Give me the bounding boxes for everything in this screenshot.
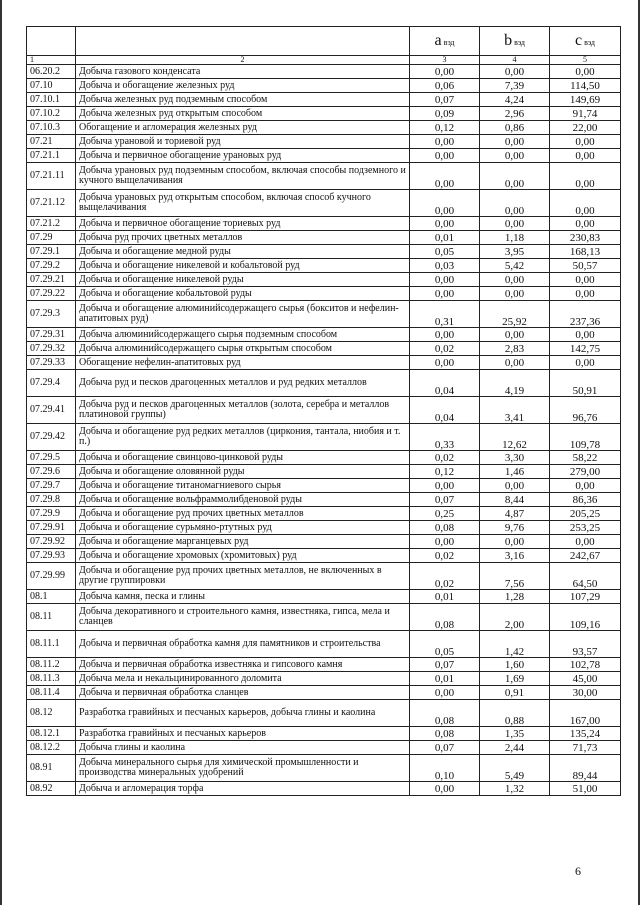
table-row (27, 507, 621, 521)
row-value-a: 0,00 (410, 328, 480, 342)
row-value-b: 1,28 (480, 590, 550, 604)
row-name: Разработка гравийных и песчаных карьеров, добыча глины и каолина (76, 700, 410, 727)
row-code: 07.29.6 (27, 465, 76, 479)
table-row (27, 686, 621, 700)
row-name: Добыча и обогащение руд прочих цветных металлов (76, 507, 410, 521)
row-code: 07.29.99 (27, 563, 76, 590)
row-code: 07.29.92 (27, 535, 76, 549)
table-row (27, 672, 621, 686)
table-row (27, 121, 621, 135)
row-name: Добыча и агломерация торфа (76, 782, 410, 796)
row-value-c: 0,00 (550, 356, 621, 370)
row-code: 08.11 (27, 604, 76, 631)
column-number: 2 (76, 56, 410, 65)
row-code: 08.11.1 (27, 631, 76, 658)
row-value-b: 0,88 (480, 700, 550, 727)
row-code: 07.29.2 (27, 259, 76, 273)
row-value-a: 0,00 (410, 287, 480, 301)
row-value-a: 0,33 (410, 424, 480, 451)
row-code: 07.29.8 (27, 493, 76, 507)
header-a-symbol: a (434, 32, 442, 49)
row-value-c: 167,00 (550, 700, 621, 727)
header-a-subscript: вэд (443, 38, 455, 47)
table-row (27, 521, 621, 535)
row-value-b: 9,76 (480, 521, 550, 535)
row-code: 07.29.4 (27, 370, 76, 397)
row-code: 07.29.31 (27, 328, 76, 342)
row-value-b: 0,00 (480, 535, 550, 549)
row-name: Добыча декоративного и строительного камня, известняка, гипса, мела и сланцев (76, 604, 410, 631)
table-row (27, 397, 621, 424)
row-name: Добыча и обогащение железных руд (76, 79, 410, 93)
row-value-c: 242,67 (550, 549, 621, 563)
row-value-a: 0,00 (410, 163, 480, 190)
row-value-b: 1,42 (480, 631, 550, 658)
header-cell-b (480, 27, 550, 56)
row-value-a: 0,07 (410, 658, 480, 672)
row-value-a: 0,04 (410, 397, 480, 424)
row-name: Добыча и обогащение сурьмяно-ртутных руд (76, 521, 410, 535)
row-value-b: 12,62 (480, 424, 550, 451)
row-value-a: 0,00 (410, 217, 480, 231)
row-value-b: 0,00 (480, 356, 550, 370)
row-value-c: 0,00 (550, 535, 621, 549)
row-value-b: 1,69 (480, 672, 550, 686)
row-value-c: 205,25 (550, 507, 621, 521)
row-code: 07.21.2 (27, 217, 76, 231)
row-name: Разработка гравийных и песчаных карьеров (76, 727, 410, 741)
row-value-c: 0,00 (550, 135, 621, 149)
row-value-b: 1,46 (480, 465, 550, 479)
row-value-a: 0,31 (410, 301, 480, 328)
row-value-c: 51,00 (550, 782, 621, 796)
row-name: Добыча и обогащение никелевой руды (76, 273, 410, 287)
row-value-c: 102,78 (550, 658, 621, 672)
row-code: 07.10.3 (27, 121, 76, 135)
row-value-a: 0,00 (410, 273, 480, 287)
table-row (27, 273, 621, 287)
row-value-a: 0,01 (410, 231, 480, 245)
row-value-c: 45,00 (550, 672, 621, 686)
row-value-b: 3,41 (480, 397, 550, 424)
row-code: 07.29.93 (27, 549, 76, 563)
row-value-c: 135,24 (550, 727, 621, 741)
row-value-b: 7,56 (480, 563, 550, 590)
row-code: 07.29.32 (27, 342, 76, 356)
header-c-symbol: c (575, 32, 583, 49)
table-row (27, 135, 621, 149)
row-value-b: 25,92 (480, 301, 550, 328)
row-value-b: 8,44 (480, 493, 550, 507)
table-row (27, 287, 621, 301)
row-value-a: 0,02 (410, 563, 480, 590)
row-value-a: 0,06 (410, 79, 480, 93)
header-c-subscript: вэд (584, 38, 595, 47)
row-value-c: 64,50 (550, 563, 621, 590)
table-row (27, 190, 621, 217)
row-value-b: 0,00 (480, 190, 550, 217)
row-code: 07.29.91 (27, 521, 76, 535)
row-value-a: 0,07 (410, 93, 480, 107)
row-value-c: 142,75 (550, 342, 621, 356)
row-value-b: 4,87 (480, 507, 550, 521)
table-row (27, 727, 621, 741)
row-value-a: 0,25 (410, 507, 480, 521)
row-name: Добыча и обогащение руд прочих цветных металлов, не включенных в другие группировки (76, 563, 410, 590)
table-row (27, 755, 621, 782)
row-name: Добыча алюминийсодержащего сырья открытым способом (76, 342, 410, 356)
row-value-a: 0,08 (410, 604, 480, 631)
row-name: Добыча и обогащение оловянной руды (76, 465, 410, 479)
row-name: Добыча и обогащение хромовых (хромитовых) руд (76, 549, 410, 563)
row-value-b: 2,44 (480, 741, 550, 755)
row-value-b: 0,00 (480, 149, 550, 163)
row-value-a: 0,00 (410, 135, 480, 149)
row-name: Добыча руд и песков драгоценных металлов (золота, серебра и металлов платиновой группы) (76, 397, 410, 424)
row-code: 07.10.1 (27, 93, 76, 107)
row-value-b: 0,00 (480, 163, 550, 190)
table-row (27, 342, 621, 356)
row-value-c: 86,36 (550, 493, 621, 507)
row-value-b: 0,91 (480, 686, 550, 700)
row-value-a: 0,00 (410, 149, 480, 163)
table-row (27, 328, 621, 342)
row-value-c: 0,00 (550, 149, 621, 163)
row-value-c: 50,57 (550, 259, 621, 273)
table-row (27, 590, 621, 604)
header-cell-a (410, 27, 480, 56)
table-row (27, 451, 621, 465)
row-name: Добыча и обогащение никелевой и кобальтовой руд (76, 259, 410, 273)
row-code: 08.12 (27, 700, 76, 727)
header-cell-code (27, 27, 76, 56)
header-b-subscript: вэд (514, 38, 525, 47)
row-name: Добыча газового конденсата (76, 65, 410, 79)
row-code: 07.29 (27, 231, 76, 245)
row-name: Добыча мела и некальцинированного доломита (76, 672, 410, 686)
table-row (27, 163, 621, 190)
row-name: Добыча и обогащение медной руды (76, 245, 410, 259)
row-value-a: 0,00 (410, 190, 480, 217)
table-row (27, 217, 621, 231)
row-name: Добыча и первичная обработка камня для памятников и строительства (76, 631, 410, 658)
row-value-a: 0,05 (410, 631, 480, 658)
row-value-b: 5,42 (480, 259, 550, 273)
row-value-a: 0,07 (410, 741, 480, 755)
column-number: 4 (480, 56, 550, 65)
row-name: Добыча и обогащение алюминийсодержащего сырья (бокситов и нефелин-апатитовых руд) (76, 301, 410, 328)
row-value-c: 107,29 (550, 590, 621, 604)
row-name: Добыча руд прочих цветных металлов (76, 231, 410, 245)
table-row (27, 65, 621, 79)
row-code: 08.11.4 (27, 686, 76, 700)
row-value-a: 0,00 (410, 686, 480, 700)
row-value-c: 0,00 (550, 65, 621, 79)
row-code: 07.21.12 (27, 190, 76, 217)
row-value-a: 0,08 (410, 700, 480, 727)
row-value-c: 0,00 (550, 479, 621, 493)
row-value-c: 279,00 (550, 465, 621, 479)
table-row (27, 741, 621, 755)
row-name: Добыча и обогащение вольфраммолибденовой руды (76, 493, 410, 507)
row-value-c: 96,76 (550, 397, 621, 424)
row-code: 07.29.3 (27, 301, 76, 328)
row-value-c: 0,00 (550, 273, 621, 287)
row-value-a: 0,05 (410, 245, 480, 259)
table-row (27, 356, 621, 370)
row-code: 08.12.1 (27, 727, 76, 741)
row-value-b: 1,35 (480, 727, 550, 741)
row-name: Обогащение нефелин-апатитовых руд (76, 356, 410, 370)
row-value-b: 0,00 (480, 479, 550, 493)
row-name: Добыча и обогащение титаномагниевого сырья (76, 479, 410, 493)
table-row (27, 231, 621, 245)
table-row (27, 549, 621, 563)
row-code: 07.10 (27, 79, 76, 93)
row-code: 07.10.2 (27, 107, 76, 121)
row-value-b: 2,00 (480, 604, 550, 631)
row-code: 07.29.21 (27, 273, 76, 287)
row-name: Добыча алюминийсодержащего сырья подземным способом (76, 328, 410, 342)
row-value-c: 91,74 (550, 107, 621, 121)
row-value-b: 7,39 (480, 79, 550, 93)
table-row (27, 301, 621, 328)
row-name: Добыча руд и песков драгоценных металлов и руд редких металлов (76, 370, 410, 397)
table-row (27, 604, 621, 631)
row-value-c: 0,00 (550, 328, 621, 342)
row-value-b: 0,00 (480, 328, 550, 342)
header-b-symbol: b (504, 32, 513, 49)
row-value-a: 0,09 (410, 107, 480, 121)
row-name: Добыча урановой и ториевой руд (76, 135, 410, 149)
row-value-b: 2,83 (480, 342, 550, 356)
row-code: 07.29.22 (27, 287, 76, 301)
row-value-b: 1,60 (480, 658, 550, 672)
row-name: Добыча и первичная обработка известняка и гипсового камня (76, 658, 410, 672)
row-code: 08.11.2 (27, 658, 76, 672)
table-row (27, 782, 621, 796)
table-row (27, 658, 621, 672)
table-row (27, 370, 621, 397)
table-row (27, 479, 621, 493)
table-body (27, 65, 621, 796)
table-header-row (27, 27, 621, 56)
row-code: 08.12.2 (27, 741, 76, 755)
row-value-a: 0,12 (410, 121, 480, 135)
row-value-c: 22,00 (550, 121, 621, 135)
column-number: 3 (410, 56, 480, 65)
row-value-c: 237,36 (550, 301, 621, 328)
row-code: 06.20.2 (27, 65, 76, 79)
page-number: 6 (575, 864, 581, 878)
row-code: 07.29.9 (27, 507, 76, 521)
header-cell-name (76, 27, 410, 56)
table-row (27, 631, 621, 658)
row-name: Добыча и первичное обогащение ториевых руд (76, 217, 410, 231)
row-name: Обогащение и агломерация железных руд (76, 121, 410, 135)
row-code: 07.21 (27, 135, 76, 149)
row-value-a: 0,12 (410, 465, 480, 479)
table-row (27, 93, 621, 107)
row-value-a: 0,00 (410, 782, 480, 796)
coefficients-table (26, 26, 621, 796)
table-row (27, 107, 621, 121)
row-value-c: 168,13 (550, 245, 621, 259)
row-value-a: 0,02 (410, 549, 480, 563)
row-value-b: 4,24 (480, 93, 550, 107)
row-value-c: 30,00 (550, 686, 621, 700)
row-code: 08.1 (27, 590, 76, 604)
row-value-b: 0,00 (480, 135, 550, 149)
row-value-b: 1,32 (480, 782, 550, 796)
row-value-c: 89,44 (550, 755, 621, 782)
table-row (27, 563, 621, 590)
row-code: 07.29.1 (27, 245, 76, 259)
row-value-a: 0,03 (410, 259, 480, 273)
row-code: 07.29.33 (27, 356, 76, 370)
row-value-c: 0,00 (550, 190, 621, 217)
row-name: Добыча и первичное обогащение урановых руд (76, 149, 410, 163)
row-value-a: 0,00 (410, 356, 480, 370)
row-value-a: 0,10 (410, 755, 480, 782)
row-name: Добыча и обогащение свинцово-цинковой руды (76, 451, 410, 465)
row-value-b: 3,16 (480, 549, 550, 563)
table-row (27, 245, 621, 259)
row-code: 07.29.42 (27, 424, 76, 451)
row-value-a: 0,07 (410, 493, 480, 507)
row-value-b: 2,96 (480, 107, 550, 121)
row-name: Добыча урановых руд открытым способом, включая способ кучного выщелачивания (76, 190, 410, 217)
row-value-a: 0,08 (410, 521, 480, 535)
row-value-a: 0,02 (410, 342, 480, 356)
row-value-a: 0,01 (410, 590, 480, 604)
header-cell-c (550, 27, 621, 56)
row-value-c: 50,91 (550, 370, 621, 397)
row-value-c: 114,50 (550, 79, 621, 93)
row-code: 08.11.3 (27, 672, 76, 686)
row-value-b: 0,00 (480, 287, 550, 301)
row-name: Добыча железных руд открытым способом (76, 107, 410, 121)
row-value-b: 0,00 (480, 217, 550, 231)
row-code: 08.91 (27, 755, 76, 782)
row-code: 07.29.41 (27, 397, 76, 424)
row-value-b: 5,49 (480, 755, 550, 782)
row-value-c: 93,57 (550, 631, 621, 658)
row-code: 08.92 (27, 782, 76, 796)
row-value-c: 109,16 (550, 604, 621, 631)
row-value-b: 3,30 (480, 451, 550, 465)
row-code: 07.29.7 (27, 479, 76, 493)
column-number: 5 (550, 56, 621, 65)
row-value-b: 1,18 (480, 231, 550, 245)
row-name: Добыча камня, песка и глины (76, 590, 410, 604)
table-row (27, 149, 621, 163)
row-name: Добыча минерального сырья для химической промышленности и производства минеральных удобрений (76, 755, 410, 782)
row-name: Добыча и обогащение кобальтовой руды (76, 287, 410, 301)
row-value-c: 149,69 (550, 93, 621, 107)
row-code: 07.29.5 (27, 451, 76, 465)
row-value-a: 0,04 (410, 370, 480, 397)
row-name: Добыча глины и каолина (76, 741, 410, 755)
row-name: Добыча и обогащение марганцевых руд (76, 535, 410, 549)
row-code: 07.21.11 (27, 163, 76, 190)
row-value-c: 0,00 (550, 163, 621, 190)
row-value-c: 58,22 (550, 451, 621, 465)
row-value-c: 230,83 (550, 231, 621, 245)
row-value-b: 0,00 (480, 273, 550, 287)
column-number-row (27, 56, 621, 65)
row-value-b: 3,95 (480, 245, 550, 259)
row-value-a: 0,02 (410, 451, 480, 465)
row-value-c: 0,00 (550, 287, 621, 301)
row-name: Добыча железных руд подземным способом (76, 93, 410, 107)
table-row (27, 259, 621, 273)
row-value-c: 109,78 (550, 424, 621, 451)
row-value-c: 0,00 (550, 217, 621, 231)
table-row (27, 424, 621, 451)
row-value-a: 0,08 (410, 727, 480, 741)
row-value-c: 71,73 (550, 741, 621, 755)
row-value-a: 0,00 (410, 65, 480, 79)
column-number: 1 (27, 56, 76, 65)
row-value-c: 253,25 (550, 521, 621, 535)
row-value-a: 0,00 (410, 535, 480, 549)
row-value-a: 0,00 (410, 479, 480, 493)
row-name: Добыча и обогащение руд редких металлов (циркония, тантала, ниобия и т. п.) (76, 424, 410, 451)
table-row (27, 493, 621, 507)
row-value-b: 0,86 (480, 121, 550, 135)
row-name: Добыча урановых руд подземным способом, включая способы подземного и кучного выщелачивания (76, 163, 410, 190)
table-row (27, 700, 621, 727)
row-code: 07.21.1 (27, 149, 76, 163)
table-row (27, 79, 621, 93)
row-value-b: 4,19 (480, 370, 550, 397)
row-value-a: 0,01 (410, 672, 480, 686)
table-row (27, 535, 621, 549)
table-row (27, 465, 621, 479)
row-name: Добыча и первичная обработка сланцев (76, 686, 410, 700)
row-value-b: 0,00 (480, 65, 550, 79)
